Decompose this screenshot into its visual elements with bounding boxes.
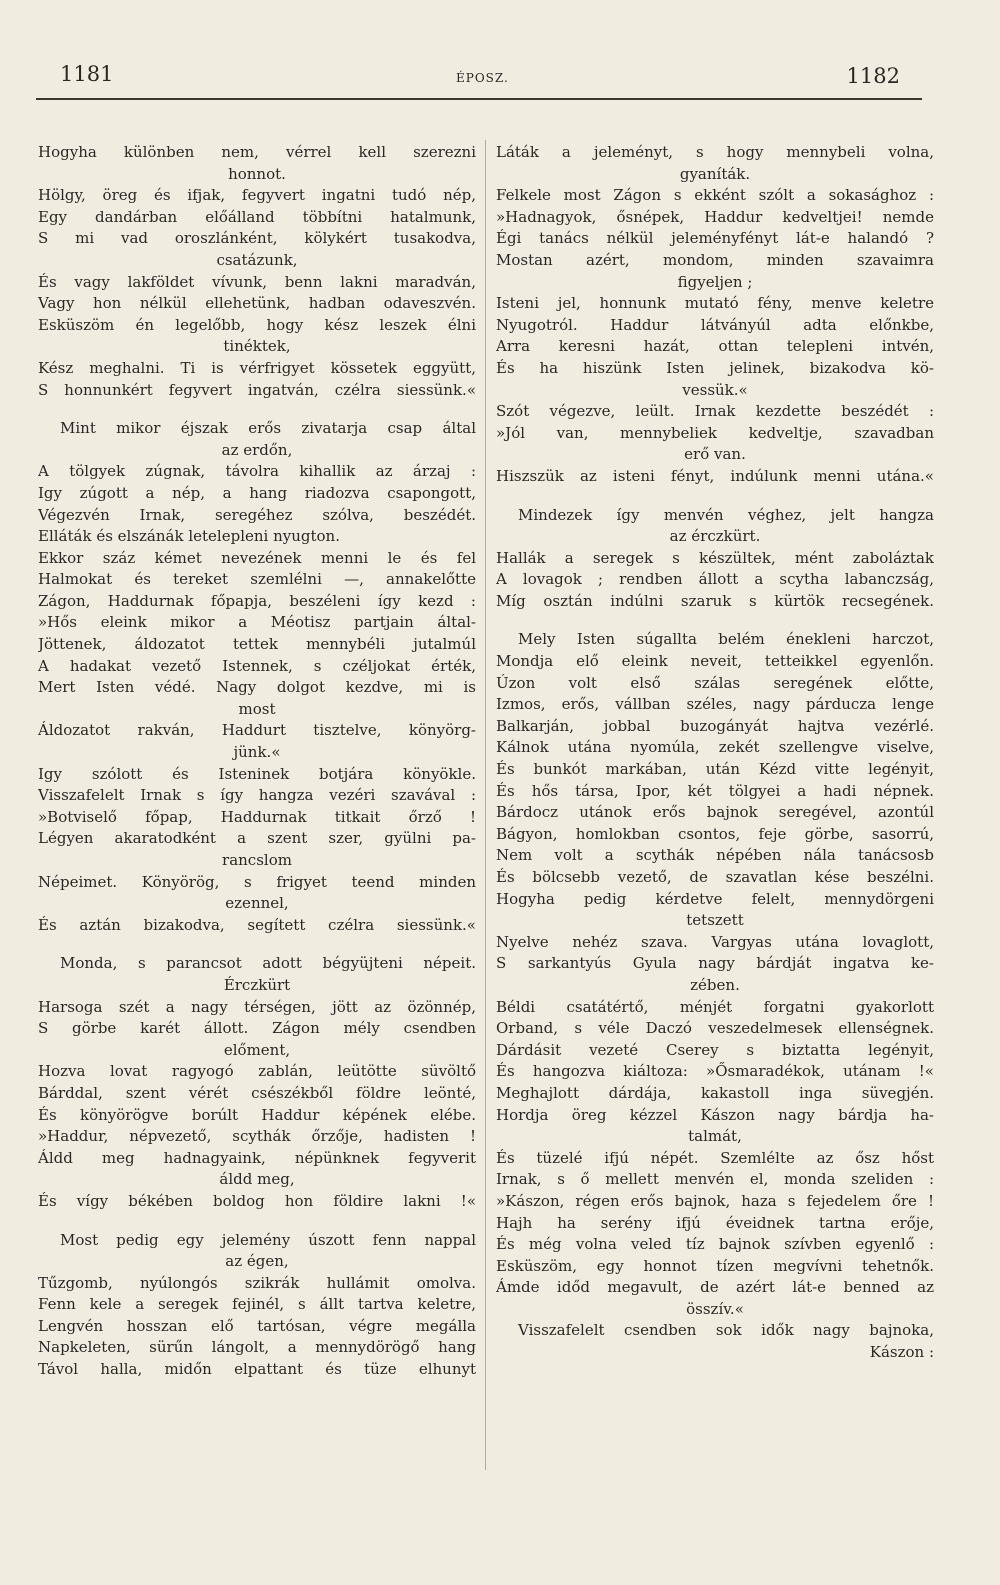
verse-line: Mindezek így menvén véghez, jelt hangza xyxy=(518,505,934,524)
verse-line: Felkele most Zágon s ekként szólt a sokasághoz : xyxy=(496,186,934,205)
verse-line: Míg osztán indúlni szaruk s kürtök recsegének. xyxy=(496,591,934,610)
verse-line: Hogyha pedig kérdetve felelt, mennydörgeni xyxy=(496,889,934,908)
verse-line: Úzon volt első szálas seregének előtte, xyxy=(496,673,934,692)
verse-line: A hadakat vezető Istennek, s czéljokat érték, xyxy=(38,656,476,675)
verse-line: Népeimet. Könyörög, s frigyet teend minden xyxy=(38,872,476,891)
verse-line: Kászon : xyxy=(869,1343,934,1362)
verse-line: Most pedig egy jelemény úszott fenn nappal xyxy=(60,1230,476,1249)
verse-line: Orband, s véle Daczó veszedelmesek ellenségnek. xyxy=(496,1019,934,1038)
page-header xyxy=(0,62,1000,98)
verse-line: Esküszöm, egy honnot tízen megvívni tehetnők. xyxy=(496,1256,934,1275)
verse-line: gyaníták. xyxy=(679,164,751,183)
verse-line: figyeljen ; xyxy=(677,272,753,291)
verse-line: S sarkantyús Gyula nagy bárdját ingatva ke- xyxy=(496,954,934,973)
verse-line: Kész meghalni. Ti is vérfrigyet kössetek eggyütt, xyxy=(38,358,476,377)
verse-line: Távol halla, midőn elpattant és tüze elhunyt xyxy=(38,1360,476,1379)
stanza-gap xyxy=(38,401,476,418)
verse-line: rancslom xyxy=(222,851,292,869)
page-number-right: 1182 xyxy=(846,64,900,88)
verse-line: ezennel, xyxy=(225,894,289,913)
verse-line: Bárddal, szent vérét csészékből földre leönté, xyxy=(38,1083,476,1102)
verse-line: Isteni jel, honnunk mutató fény, menve keletre xyxy=(496,294,934,313)
verse-line: Mint mikor éjszak erős zivatarja csap által xyxy=(60,419,476,438)
verse-line: Áldd meg hadnagyaink, népünknek fegyverit xyxy=(38,1148,476,1167)
verse-line: És könyörögve borúlt Haddur képének elébe. xyxy=(38,1105,476,1124)
verse-line: Hogyha különben nem, vérrel kell szerezni xyxy=(38,143,476,161)
verse-line: Monda, s parancsot adott bégyüjteni népeit. xyxy=(60,954,476,973)
verse-line: »Jól van, mennybeliek kedveltje, szavadban xyxy=(496,423,934,442)
verse-line: tetszett xyxy=(686,911,744,930)
verse-line: S honnunkért fegyvert ingatván, czélra siessünk.« xyxy=(38,380,476,399)
verse-line: Áldozatot rakván, Haddurt tisztelve, könyörg- xyxy=(38,721,476,740)
verse-line: Balkarján, jobbal buzogányát hajtva vezérlé. xyxy=(496,716,934,735)
verse-line: Nem volt a scythák népében nála tanácsosb xyxy=(496,846,934,865)
verse-line: Szót végezve, leült. Irnak kezdette beszédét : xyxy=(496,402,934,421)
verse-line: erő van. xyxy=(684,445,746,464)
verse-line: A lovagok ; rendben állott a scytha labanczság, xyxy=(496,570,934,589)
stanza-gap xyxy=(496,488,934,505)
right-column xyxy=(496,142,934,1364)
verse-line: Kálnok utána nyomúla, zekét szellengve viselve, xyxy=(496,738,934,757)
verse-line: Esküszöm én legelőbb, hogy kész leszek élni xyxy=(38,315,476,334)
verse-line: És aztán bizakodva, segített czélra siessünk.« xyxy=(38,915,476,934)
verse-line: És tüzelé ifjú népét. Szemlélte az ősz hőst xyxy=(496,1148,934,1167)
verse-line: Légyen akaratodként a szent szer, gyülni pa- xyxy=(38,829,476,848)
stanza-gap xyxy=(496,612,934,629)
verse-line: És vígy békében boldog hon földire lakni !« xyxy=(38,1191,476,1210)
verse-line: Béldi csatátértő, ménjét forgatni gyakorlott xyxy=(496,997,934,1016)
verse-line: Egy dandárban előálland többítni hatalmunk, xyxy=(38,207,476,226)
verse-line: És hős társa, Ipor, két tölgyei a hadi népnek. xyxy=(496,781,934,800)
verse-line: És bölcsebb vezető, de szavatlan kése beszélni. xyxy=(496,868,934,886)
verse-line: Hozva lovat ragyogó zablán, leütötte süvöltő xyxy=(38,1062,476,1081)
verse-line: A tölgyek zúgnak, távolra kihallik az árzaj : xyxy=(38,462,476,481)
verse-line: Lengvén hosszan elő tartósan, végre megálla xyxy=(38,1316,476,1335)
verse-line: És bunkót markában, után Kézd vitte legényit, xyxy=(496,760,934,779)
verse-line: Végezvén Irnak, seregéhez szólva, beszédét. xyxy=(38,505,476,524)
verse-line: Nyugotról. Haddur látványúl adta előnkbe, xyxy=(496,315,934,334)
verse-line: Nyelve nehéz szava. Vargyas utána lovaglott, xyxy=(496,932,934,951)
verse-line: Dárdásit vezeté Cserey s biztatta legényit, xyxy=(496,1040,934,1059)
verse-line: tinéktek, xyxy=(223,337,291,356)
verse-line: Hordja öreg kézzel Kászon nagy bárdja ha- xyxy=(496,1105,934,1124)
verse-line: S mi vad oroszlánként, kölykért tusakodva, xyxy=(38,229,476,248)
verse-line: Égi tanács nélkül jeleményfényt lát-e halandó ? xyxy=(496,229,934,248)
verse-line: Arra keresni hazát, ottan telepleni intvén, xyxy=(496,337,934,356)
verse-line: Láták a jeleményt, s hogy mennybeli volna, xyxy=(496,143,934,161)
verse-line: Tűzgomb, nyúlongós szikrák hullámit omolva. xyxy=(38,1273,476,1292)
verse-line: jünk.« xyxy=(233,743,281,762)
column-divider xyxy=(485,140,486,1470)
verse-line: Fenn kele a seregek fejinél, s állt tartva keletre, xyxy=(38,1295,476,1314)
verse-line: És vagy lakföldet vívunk, benn lakni maradván, xyxy=(38,272,476,291)
verse-line: Mely Isten súgallta belém énekleni harczot, xyxy=(518,630,934,649)
running-title: ÉPOSZ. xyxy=(456,71,509,85)
verse-line: Elláták és elszánák letelepleni nyugton. xyxy=(38,527,340,546)
verse-line: Mostan azért, mondom, minden szavaimra xyxy=(496,250,934,269)
verse-line: Hölgy, öreg és ifjak, fegyvert ingatni tudó nép, xyxy=(38,186,476,205)
verse-line: Hallák a seregek s készültek, mént zaboláztak xyxy=(496,548,934,567)
verse-line: Hiszszük az isteni fényt, indúlunk menni utána.« xyxy=(496,466,934,485)
verse-line: az érczkürt. xyxy=(669,527,761,546)
verse-line: Meghajlott dárdája, kakastoll inga süvegjén. xyxy=(496,1083,934,1102)
verse-line: »Kászon, régen erős bajnok, haza s fejedelem őre ! xyxy=(496,1191,934,1210)
verse-line: És ha hiszünk Isten jelinek, bizakodva kö- xyxy=(496,358,934,377)
verse-line: Ámde időd megavult, de azért lát-e benned az xyxy=(496,1278,934,1297)
stanza-gap xyxy=(38,936,476,953)
verse-line: talmát, xyxy=(688,1127,742,1146)
verse-line: Visszafelelt Irnak s így hangza vezéri szavával : xyxy=(38,786,476,805)
verse-line: Zágon, Haddurnak főpapja, beszéleni így kezd : xyxy=(38,591,476,610)
verse-line: Igy szólott és Isteninek botjára könyökle. xyxy=(38,764,476,783)
verse-line: »Botviselő főpap, Haddurnak titkait őrző ! xyxy=(38,807,476,826)
verse-line: És még volna veled tíz bajnok szívben egyenlő : xyxy=(496,1235,934,1254)
verse-line: »Hős eleink mikor a Méotisz partjain által- xyxy=(38,613,476,632)
verse-line: Igy zúgott a nép, a hang riadozva csapongott, xyxy=(38,483,476,502)
verse-line: Napkeleten, sürűn lángolt, a mennydörögő hang xyxy=(38,1338,476,1357)
verse-line: »Haddur, népvezető, scythák őrzője, hadisten ! xyxy=(38,1127,476,1146)
verse-line: Érczkürt xyxy=(223,975,291,994)
header-rule xyxy=(36,98,922,100)
verse-line: Irnak, s ő mellett menvén el, monda szeliden : xyxy=(496,1170,934,1189)
verse-line: honnot. xyxy=(228,164,286,183)
page-number-left: 1181 xyxy=(60,62,114,86)
verse-line: Harsoga szét a nagy térségen, jött az özönnép, xyxy=(38,997,476,1016)
verse-line: Vagy hon nélkül ellehetünk, hadban odaveszvén. xyxy=(38,294,476,313)
verse-line: Bárdocz utánok erős bajnok seregével, azontúl xyxy=(496,803,934,822)
verse-line: Jöttenek, áldozatot tettek mennybéli jutalmúl xyxy=(38,635,476,654)
verse-line: most xyxy=(238,699,276,718)
verse-line: Mert Isten védé. Nagy dolgot kezdve, mi is xyxy=(38,678,476,697)
verse-line: Mondja elő eleink neveit, tetteikkel egyenlőn. xyxy=(496,652,934,671)
verse-line: És hangozva kiáltoza: »Ősmaradékok, utánam !« xyxy=(496,1062,934,1081)
verse-line: összív.« xyxy=(686,1299,744,1318)
verse-line: áldd meg, xyxy=(219,1170,295,1189)
verse-line: Bágyon, homlokban csontos, feje görbe, sasorrú, xyxy=(496,824,934,843)
verse-line: az erdőn, xyxy=(221,440,293,459)
verse-line: »Hadnagyok, ősnépek, Haddur kedveltjei! nemde xyxy=(496,207,934,226)
verse-line: zében. xyxy=(690,975,740,994)
verse-line: csatázunk, xyxy=(216,250,298,269)
verse-line: Halmokat és tereket szemlélni —, annakelőtte xyxy=(38,570,476,589)
stanza-gap xyxy=(38,1213,476,1230)
verse-line: vessük.« xyxy=(682,380,748,399)
verse-line: Ekkor száz kémet nevezének menni le és fel xyxy=(38,548,476,567)
verse-line: Hajh ha serény ifjú éveidnek tartna erője, xyxy=(496,1213,934,1232)
verse-line: előment, xyxy=(223,1040,291,1059)
verse-line: Izmos, erős, vállban széles, nagy párducza lenge xyxy=(496,695,934,714)
verse-line: Visszafelelt csendben sok idők nagy bajnoka, xyxy=(518,1321,934,1340)
left-column xyxy=(38,142,476,1381)
verse-line: az égen, xyxy=(225,1252,289,1271)
verse-line: S görbe karét állott. Zágon mély csendben xyxy=(38,1019,476,1038)
